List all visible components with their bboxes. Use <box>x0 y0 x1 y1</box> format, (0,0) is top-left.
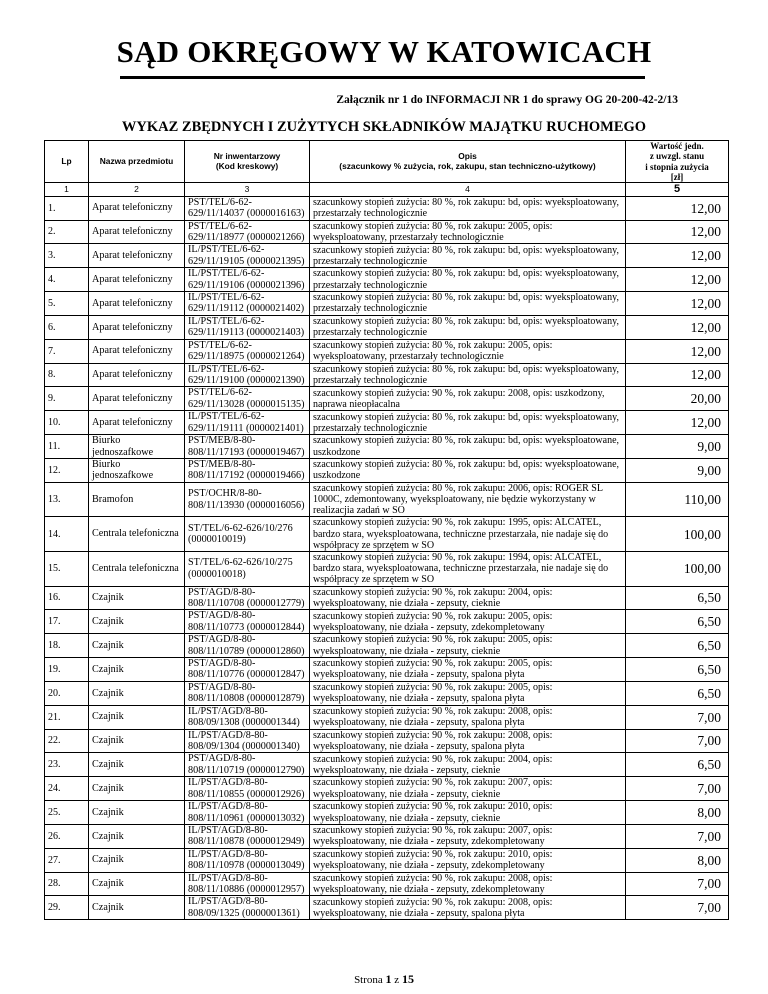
row-name: Czajnik <box>89 658 185 682</box>
row-inventory-number: PST/TEL/6-62-629/11/18975 (0000021264) <box>185 339 310 363</box>
row-inventory-number: ST/TEL/6-62-626/10/275 (0000010018) <box>185 551 310 586</box>
row-name: Bramofon <box>89 482 185 517</box>
row-lp: 8. <box>45 363 89 387</box>
table-row <box>45 363 729 387</box>
row-description: szacunkowy stopień zużycia: 80 %, rok zakupu: 2005, opis: wyeksploatowany, przestarzały technologicznie <box>310 220 626 244</box>
row-name: Aparat telefoniczny <box>89 244 185 268</box>
row-description: szacunkowy stopień zużycia: 80 %, rok zakupu: bd, opis: wyeksploatowany, przestarzały technologicznie <box>310 292 626 316</box>
row-name: Aparat telefoniczny <box>89 315 185 339</box>
row-description: szacunkowy stopień zużycia: 90 %, rok zakupu: 2008, opis: wyeksploatowany, nie działa - zepsuty, zdekompletowany <box>310 872 626 896</box>
col-header-description: Opis (szacunkowy % zużycia, rok, zakupu, stan techniczno-użytkowy) <box>310 141 626 183</box>
row-description: szacunkowy stopień zużycia: 80 %, rok zakupu: 2005, opis: wyeksploatowany, przestarzały technologicznie <box>310 339 626 363</box>
row-inventory-number: PST/AGD/8-80-808/11/10789 (0000012860) <box>185 634 310 658</box>
row-inventory-number: PST/MEB/8-80-808/11/17192 (0000019466) <box>185 458 310 482</box>
row-lp: 24. <box>45 777 89 801</box>
table-row <box>45 268 729 292</box>
row-inventory-number: IL/PST/AGD/8-80-808/11/10978 (0000013049) <box>185 848 310 872</box>
table-row <box>45 292 729 316</box>
table-row <box>45 705 729 729</box>
row-name: Czajnik <box>89 634 185 658</box>
row-inventory-number: IL/PST/TEL/6-62-629/11/19113 (0000021403) <box>185 315 310 339</box>
row-value: 6,50 <box>626 586 729 610</box>
row-lp: 22. <box>45 729 89 753</box>
row-description: szacunkowy stopień zużycia: 90 %, rok zakupu: 2008, opis: uszkodzony, naprawa nieopłacalna <box>310 387 626 411</box>
row-value: 6,50 <box>626 753 729 777</box>
row-name: Centrala telefoniczna <box>89 551 185 586</box>
row-name: Czajnik <box>89 705 185 729</box>
row-value: 8,00 <box>626 801 729 825</box>
row-name: Biurko jednoszafkowe <box>89 435 185 459</box>
row-name: Czajnik <box>89 896 185 920</box>
table-row <box>45 244 729 268</box>
row-value: 7,00 <box>626 896 729 920</box>
table-row <box>45 220 729 244</box>
row-name: Centrala telefoniczna <box>89 517 185 552</box>
row-inventory-number: IL/PST/TEL/6-62-629/11/19112 (0000021402) <box>185 292 310 316</box>
row-lp: 13. <box>45 482 89 517</box>
row-name: Czajnik <box>89 586 185 610</box>
table-row <box>45 315 729 339</box>
row-lp: 26. <box>45 824 89 848</box>
row-inventory-number: IL/PST/AGD/8-80-808/11/10878 (0000012949) <box>185 824 310 848</box>
row-lp: 9. <box>45 387 89 411</box>
row-name: Czajnik <box>89 681 185 705</box>
row-name: Biurko jednoszafkowe <box>89 458 185 482</box>
row-value: 110,00 <box>626 482 729 517</box>
row-description: szacunkowy stopień zużycia: 90 %, rok zakupu: 2005, opis: wyeksploatowany, nie działa - zepsuty, spalona płyta <box>310 658 626 682</box>
row-name: Aparat telefoniczny <box>89 268 185 292</box>
row-lp: 3. <box>45 244 89 268</box>
row-description: szacunkowy stopień zużycia: 90 %, rok zakupu: 2004, opis: wyeksploatowany, nie działa - zepsuty, cieknie <box>310 753 626 777</box>
row-inventory-number: PST/AGD/8-80-808/11/10719 (0000012790) <box>185 753 310 777</box>
row-description: szacunkowy stopień zużycia: 80 %, rok zakupu: bd, opis: wyeksploatowane, uszkodzone <box>310 435 626 459</box>
row-value: 7,00 <box>626 729 729 753</box>
row-name: Czajnik <box>89 777 185 801</box>
row-value: 12,00 <box>626 315 729 339</box>
row-value: 6,50 <box>626 681 729 705</box>
row-name: Aparat telefoniczny <box>89 411 185 435</box>
row-inventory-number: IL/PST/AGD/8-80-808/11/10855 (0000012926) <box>185 777 310 801</box>
row-lp: 1. <box>45 196 89 220</box>
row-lp: 6. <box>45 315 89 339</box>
col-number-3: 3 <box>185 183 310 196</box>
row-lp: 11. <box>45 435 89 459</box>
row-value: 12,00 <box>626 244 729 268</box>
table-header-row <box>45 141 729 183</box>
table-row <box>45 196 729 220</box>
table-row <box>45 753 729 777</box>
row-inventory-number: IL/PST/AGD/8-80-808/11/10961 (0000013032) <box>185 801 310 825</box>
row-lp: 16. <box>45 586 89 610</box>
row-inventory-number: IL/PST/AGD/8-80-808/09/1325 (0000001361) <box>185 896 310 920</box>
row-value: 9,00 <box>626 435 729 459</box>
row-value: 100,00 <box>626 551 729 586</box>
col-number-2: 2 <box>89 183 185 196</box>
row-lp: 2. <box>45 220 89 244</box>
row-lp: 27. <box>45 848 89 872</box>
table-row <box>45 681 729 705</box>
row-description: szacunkowy stopień zużycia: 90 %, rok zakupu: 2004, opis: wyeksploatowany, nie działa - zepsuty, cieknie <box>310 586 626 610</box>
table-row <box>45 435 729 459</box>
table-row <box>45 848 729 872</box>
table-row <box>45 801 729 825</box>
row-lp: 21. <box>45 705 89 729</box>
row-value: 7,00 <box>626 705 729 729</box>
attachment-reference: Załącznik nr 1 do INFORMACJI NR 1 do sprawy OG 20-200-42-2/13 <box>336 94 678 106</box>
row-name: Czajnik <box>89 610 185 634</box>
row-description: szacunkowy stopień zużycia: 90 %, rok zakupu: 2007, opis: wyeksploatowany, nie działa - zepsuty, zdekompletowany <box>310 824 626 848</box>
row-description: szacunkowy stopień zużycia: 90 %, rok zakupu: 2008, opis: wyeksploatowany, nie działa - zepsuty, spalona płyta <box>310 705 626 729</box>
row-lp: 14. <box>45 517 89 552</box>
col-header-value: Wartość jedn. z uwzgl. stanu i stopnia zużycia [zł] <box>626 141 729 183</box>
row-description: szacunkowy stopień zużycia: 90 %, rok zakupu: 2005, opis: wyeksploatowany, nie działa - zepsuty, zdekompletowany <box>310 610 626 634</box>
row-description: szacunkowy stopień zużycia: 90 %, rok zakupu: 2005, opis: wyeksploatowany, nie działa - zepsuty, cieknie <box>310 634 626 658</box>
col-header-lp: Lp <box>45 141 89 183</box>
table-row <box>45 387 729 411</box>
col-header-inventory: Nr inwentarzowy (Kod kreskowy) <box>185 141 310 183</box>
row-value: 12,00 <box>626 292 729 316</box>
row-description: szacunkowy stopień zużycia: 80 %, rok zakupu: bd, opis: wyeksploatowany, przestarzały technologicznie <box>310 411 626 435</box>
row-lp: 5. <box>45 292 89 316</box>
table-row <box>45 339 729 363</box>
row-inventory-number: ST/TEL/6-62-626/10/276 (0000010019) <box>185 517 310 552</box>
row-description: szacunkowy stopień zużycia: 90 %, rok zakupu: 2008, opis: wyeksploatowany, nie działa - zepsuty, spalona płyta <box>310 896 626 920</box>
row-description: szacunkowy stopień zużycia: 90 %, rok zakupu: 2010, opis: wyeksploatowany, nie działa - zepsuty, zdekompletowany <box>310 848 626 872</box>
row-lp: 7. <box>45 339 89 363</box>
row-description: szacunkowy stopień zużycia: 80 %, rok zakupu: bd, opis: wyeksploatowany, przestarzały technologicznie <box>310 315 626 339</box>
row-name: Czajnik <box>89 801 185 825</box>
row-inventory-number: PST/AGD/8-80-808/11/10808 (0000012879) <box>185 681 310 705</box>
row-description: szacunkowy stopień zużycia: 80 %, rok zakupu: bd, opis: wyeksploatowany, przestarzały technologicznie <box>310 363 626 387</box>
row-inventory-number: PST/TEL/6-62-629/11/14037 (0000016163) <box>185 196 310 220</box>
row-description: szacunkowy stopień zużycia: 80 %, rok zakupu: bd, opis: wyeksploatowany, przestarzały technologicznie <box>310 244 626 268</box>
row-name: Czajnik <box>89 729 185 753</box>
row-description: szacunkowy stopień zużycia: 90 %, rok zakupu: 1994, opis: ALCATEL, bardzo stara, wyeksploatowana, techniczne przestarzała, nie nadaje się do współpracy ze sprzętem w SO <box>310 551 626 586</box>
row-inventory-number: IL/PST/TEL/6-62-629/11/19105 (0000021395) <box>185 244 310 268</box>
row-name: Czajnik <box>89 753 185 777</box>
row-value: 7,00 <box>626 824 729 848</box>
col-number-1: 1 <box>45 183 89 196</box>
row-name: Aparat telefoniczny <box>89 196 185 220</box>
row-value: 12,00 <box>626 363 729 387</box>
row-name: Aparat telefoniczny <box>89 339 185 363</box>
row-description: szacunkowy stopień zużycia: 80 %, rok zakupu: bd, opis: wyeksploatowany, przestarzały technologicznie <box>310 196 626 220</box>
row-lp: 18. <box>45 634 89 658</box>
row-name: Czajnik <box>89 824 185 848</box>
row-name: Aparat telefoniczny <box>89 220 185 244</box>
row-lp: 20. <box>45 681 89 705</box>
row-lp: 19. <box>45 658 89 682</box>
row-description: szacunkowy stopień zużycia: 80 %, rok zakupu: bd, opis: wyeksploatowany, przestarzały technologicznie <box>310 268 626 292</box>
row-value: 12,00 <box>626 339 729 363</box>
table-row <box>45 824 729 848</box>
row-lp: 29. <box>45 896 89 920</box>
row-name: Aparat telefoniczny <box>89 292 185 316</box>
table-row <box>45 458 729 482</box>
row-lp: 12. <box>45 458 89 482</box>
table-row <box>45 729 729 753</box>
row-inventory-number: PST/MEB/8-80-808/11/17193 (0000019467) <box>185 435 310 459</box>
row-name: Czajnik <box>89 872 185 896</box>
table-row <box>45 658 729 682</box>
row-value: 12,00 <box>626 268 729 292</box>
row-inventory-number: PST/AGD/8-80-808/11/10776 (0000012847) <box>185 658 310 682</box>
row-description: szacunkowy stopień zużycia: 90 %, rok zakupu: 1995, opis: ALCATEL, bardzo stara, wyeksploatowana, techniczne przestarzała, nie nadaje się do współpracy ze sprzętem w SO <box>310 517 626 552</box>
col-header-name: Nazwa przedmiotu <box>89 141 185 183</box>
table-row <box>45 586 729 610</box>
row-value: 12,00 <box>626 411 729 435</box>
page-title: SĄD OKRĘGOWY W KATOWICACH <box>116 34 652 69</box>
row-value: 6,50 <box>626 634 729 658</box>
page-footer: Strona 1 z 15 <box>354 972 414 986</box>
row-value: 7,00 <box>626 872 729 896</box>
row-lp: 17. <box>45 610 89 634</box>
row-description: szacunkowy stopień zużycia: 90 %, rok zakupu: 2008, opis: wyeksploatowany, nie działa - zepsuty, spalona płyta <box>310 729 626 753</box>
row-inventory-number: IL/PST/TEL/6-62-629/11/19111 (0000021401) <box>185 411 310 435</box>
list-heading: WYKAZ ZBĘDNYCH I ZUŻYTYCH SKŁADNIKÓW MAJĄTKU RUCHOMEGO <box>121 119 647 135</box>
col-number-4: 4 <box>310 183 626 196</box>
row-inventory-number: IL/PST/AGD/8-80-808/11/10886 (0000012957) <box>185 872 310 896</box>
row-inventory-number: PST/TEL/6-62-629/11/18977 (0000021266) <box>185 220 310 244</box>
row-inventory-number: PST/TEL/6-62-629/11/13028 (0000015135) <box>185 387 310 411</box>
row-lp: 28. <box>45 872 89 896</box>
table-row <box>45 482 729 517</box>
table-row <box>45 411 729 435</box>
row-value: 12,00 <box>626 196 729 220</box>
row-inventory-number: PST/OCHR/8-80-808/11/13930 (0000016056) <box>185 482 310 517</box>
row-lp: 10. <box>45 411 89 435</box>
table-row <box>45 777 729 801</box>
row-value: 6,50 <box>626 610 729 634</box>
row-description: szacunkowy stopień zużycia: 90 %, rok zakupu: 2007, opis: wyeksploatowany, nie działa - zepsuty, cieknie <box>310 777 626 801</box>
col-number-5: 5 <box>626 183 729 196</box>
table-row <box>45 551 729 586</box>
row-value: 9,00 <box>626 458 729 482</box>
table-row <box>45 872 729 896</box>
title-underline <box>120 76 645 79</box>
row-description: szacunkowy stopień zużycia: 90 %, rok zakupu: 2005, opis: wyeksploatowany, nie działa - zepsuty, spalona płyta <box>310 681 626 705</box>
row-lp: 4. <box>45 268 89 292</box>
column-number-row <box>45 183 729 196</box>
row-lp: 23. <box>45 753 89 777</box>
row-inventory-number: PST/AGD/8-80-808/11/10773 (0000012844) <box>185 610 310 634</box>
row-name: Czajnik <box>89 848 185 872</box>
row-description: szacunkowy stopień zużycia: 80 %, rok zakupu: 2006, opis: ROGER SL 1000C, zdemontowany, wyeksploatowany, nie będzie wykorzystany w realizacjia zadań w SO <box>310 482 626 517</box>
row-inventory-number: IL/PST/TEL/6-62-629/11/19100 (0000021390) <box>185 363 310 387</box>
row-name: Aparat telefoniczny <box>89 363 185 387</box>
row-value: 6,50 <box>626 658 729 682</box>
row-inventory-number: IL/PST/AGD/8-80-808/09/1304 (0000001340) <box>185 729 310 753</box>
row-value: 7,00 <box>626 777 729 801</box>
assets-table <box>44 140 729 920</box>
table-row <box>45 634 729 658</box>
row-inventory-number: PST/AGD/8-80-808/11/10708 (0000012779) <box>185 586 310 610</box>
row-inventory-number: IL/PST/AGD/8-80-808/09/1308 (0000001344) <box>185 705 310 729</box>
row-name: Aparat telefoniczny <box>89 387 185 411</box>
row-value: 20,00 <box>626 387 729 411</box>
row-description: szacunkowy stopień zużycia: 80 %, rok zakupu: bd, opis: wyeksploatowane, uszkodzone <box>310 458 626 482</box>
table-row <box>45 610 729 634</box>
row-value: 8,00 <box>626 848 729 872</box>
row-lp: 15. <box>45 551 89 586</box>
row-value: 100,00 <box>626 517 729 552</box>
row-description: szacunkowy stopień zużycia: 90 %, rok zakupu: 2010, opis: wyeksploatowany, nie działa - zepsuty, cieknie <box>310 801 626 825</box>
table-row <box>45 517 729 552</box>
table-row <box>45 896 729 920</box>
row-value: 12,00 <box>626 220 729 244</box>
row-lp: 25. <box>45 801 89 825</box>
row-inventory-number: IL/PST/TEL/6-62-629/11/19106 (0000021396) <box>185 268 310 292</box>
